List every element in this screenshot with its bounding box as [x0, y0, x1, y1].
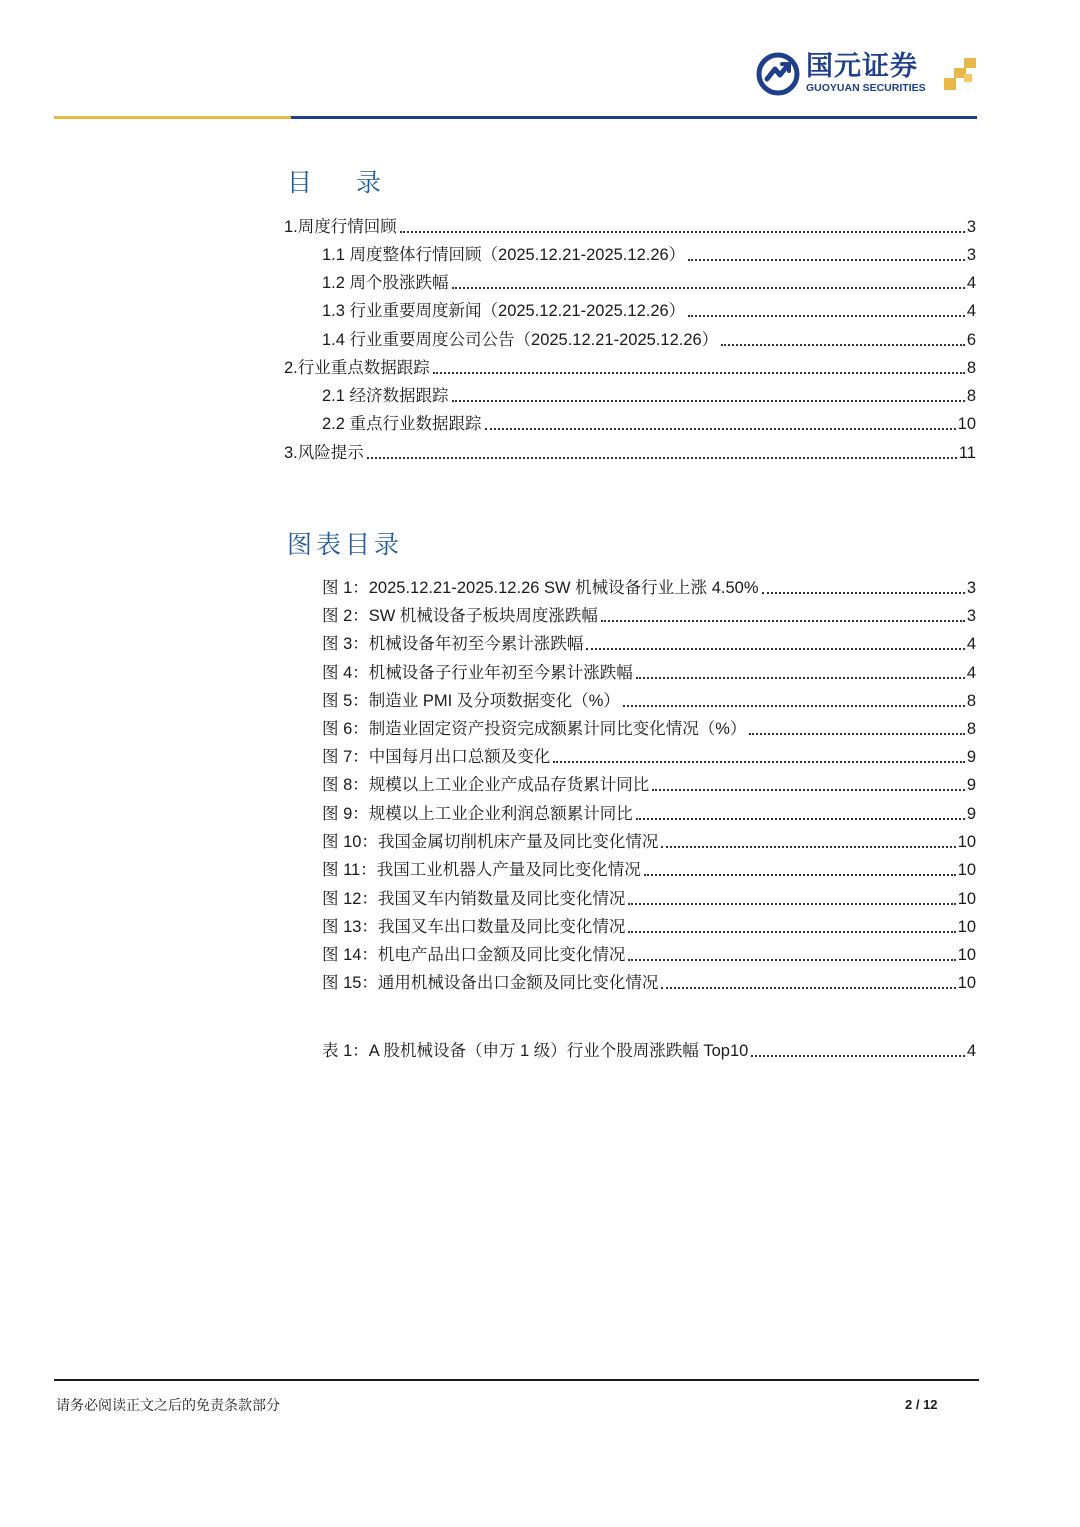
header-divider-gold: [54, 116, 291, 119]
figure-entry-label: 图 2：SW 机械设备子板块周度涨跌幅: [322, 607, 598, 625]
leader-dots: [433, 372, 965, 374]
leader-dots: [601, 620, 965, 622]
toc-entry[interactable]: [284, 352, 976, 380]
leader-dots: [636, 677, 965, 679]
figure-entry-page: 10: [957, 833, 976, 851]
leader-dots: [628, 903, 955, 905]
figure-entry-label: 图 4：机械设备子行业年初至今累计涨跌幅: [322, 664, 633, 682]
toc-entry[interactable]: [322, 267, 976, 295]
figure-entry[interactable]: [322, 854, 976, 882]
leader-dots: [652, 789, 965, 791]
figure-entry-page: 4: [966, 635, 976, 653]
toc-entry-page: 4: [966, 302, 976, 320]
toc-entry-label: 1.周度行情回顾: [284, 218, 397, 236]
figure-entry-page: 9: [966, 748, 976, 766]
toc-entry-label: 1.2 周个股涨跌幅: [322, 274, 449, 292]
table-entry-label: 表 1：A 股机械设备（申万 1 级）行业个股周涨跌幅 Top10: [322, 1042, 749, 1060]
figure-entry[interactable]: [322, 713, 976, 741]
figure-entry-label: 图 15：通用机械设备出口金额及同比变化情况: [322, 974, 659, 992]
leader-dots: [623, 705, 965, 707]
leader-dots: [688, 259, 965, 261]
guoyuan-logo: [756, 50, 980, 98]
toc-entry[interactable]: [284, 437, 976, 465]
figure-entry-label: 图 12：我国叉车内销数量及同比变化情况: [322, 890, 626, 908]
toc-entry-page: 10: [957, 415, 976, 433]
figure-entry-page: 9: [966, 776, 976, 794]
figures-title: 图表目录: [287, 530, 404, 559]
brand-name-en: GUOYUAN SECURITIES: [806, 82, 926, 94]
toc-entry[interactable]: [322, 324, 976, 352]
figure-entry-page: 10: [957, 918, 976, 936]
toc-entry-label: 3.风险提示: [284, 444, 364, 462]
header-divider-navy: [291, 116, 977, 119]
figure-entry-page: 8: [966, 720, 976, 738]
figure-entry[interactable]: [322, 939, 976, 967]
toc-entry-page: 11: [958, 444, 976, 462]
toc-entry-page: 3: [966, 218, 976, 236]
toc-entry-page: 8: [966, 387, 976, 405]
toc-entry-page: 8: [966, 359, 976, 377]
brand-name-cn: 国元证券: [806, 51, 918, 81]
figure-entry-page: 4: [966, 664, 976, 682]
figure-entry-label: 图 11：我国工业机器人产量及同比变化情况: [322, 861, 641, 879]
toc-entry[interactable]: [322, 408, 976, 436]
leader-dots: [661, 846, 955, 848]
leader-dots: [452, 287, 965, 289]
guoyuan-emblem-icon: [756, 52, 800, 96]
header-divider: [54, 116, 977, 119]
figure-entry[interactable]: [322, 657, 976, 685]
toc-title: 目 录: [287, 168, 399, 197]
toc-entry[interactable]: [284, 211, 976, 239]
leader-dots: [749, 733, 964, 735]
figure-entry[interactable]: [322, 741, 976, 769]
leader-dots: [553, 761, 965, 763]
page-indicator: 2 / 12: [905, 1397, 938, 1412]
leader-dots: [636, 818, 965, 820]
figure-entry-page: 10: [957, 974, 976, 992]
leader-dots: [661, 987, 955, 989]
figure-entry-label: 图 7：中国每月出口总额及变化: [322, 748, 551, 766]
figure-entry-label: 图 10：我国金属切削机床产量及同比变化情况: [322, 833, 659, 851]
footer-divider: [54, 1379, 979, 1381]
table-entry-page: 4: [966, 1042, 976, 1060]
figure-entry-page: 8: [966, 692, 976, 710]
toc-entry-page: 6: [966, 331, 976, 349]
figure-entry[interactable]: [322, 883, 976, 911]
leader-dots: [628, 931, 955, 933]
figure-entry-page: 3: [966, 579, 976, 597]
leader-dots: [452, 400, 965, 402]
toc-entry-label: 2.2 重点行业数据跟踪: [322, 415, 482, 433]
leader-dots: [688, 315, 965, 317]
gold-steps-icon: [942, 54, 980, 94]
figure-entry-label: 图 1：2025.12.21-2025.12.26 SW 机械设备行业上涨 4.50%: [322, 579, 759, 597]
toc-entry-label: 2.行业重点数据跟踪: [284, 359, 430, 377]
toc-entry-page: 3: [966, 246, 976, 264]
toc-entry-page: 4: [966, 274, 976, 292]
figure-entry-page: 9: [966, 805, 976, 823]
figure-entry[interactable]: [322, 600, 976, 628]
figure-entry[interactable]: [322, 685, 976, 713]
figure-entry[interactable]: [322, 911, 976, 939]
footer-disclaimer: 请务必阅读正文之后的免责条款部分: [56, 1397, 280, 1413]
figure-entry-label: 图 9：规模以上工业企业利润总额累计同比: [322, 805, 633, 823]
toc-entry[interactable]: [322, 295, 976, 323]
figure-entry[interactable]: [322, 826, 976, 854]
toc-entry-label: 1.3 行业重要周度新闻（2025.12.21-2025.12.26）: [322, 302, 686, 320]
figure-entry-label: 图 13：我国叉车出口数量及同比变化情况: [322, 918, 626, 936]
leader-dots: [721, 344, 965, 346]
figure-entry-page: 3: [966, 607, 976, 625]
figure-entry-label: 图 8：规模以上工业企业产成品存货累计同比: [322, 776, 650, 794]
leader-dots: [762, 592, 965, 594]
leader-dots: [586, 648, 965, 650]
figure-entry-label: 图 3：机械设备年初至今累计涨跌幅: [322, 635, 584, 653]
leader-dots: [644, 874, 956, 876]
leader-dots: [628, 959, 955, 961]
toc-entry-label: 1.1 周度整体行情回顾（2025.12.21-2025.12.26）: [322, 246, 686, 264]
figure-entry-page: 10: [957, 861, 976, 879]
leader-dots: [751, 1055, 964, 1057]
figure-entry[interactable]: [322, 967, 976, 995]
figure-entry-label: 图 6：制造业固定资产投资完成额累计同比变化情况（%）: [322, 720, 747, 738]
leader-dots: [400, 231, 965, 233]
leader-dots: [367, 457, 957, 459]
figure-entry[interactable]: [322, 769, 976, 797]
figure-entry[interactable]: [322, 798, 976, 826]
table-entry[interactable]: [322, 1035, 976, 1063]
figure-entry-page: 10: [957, 946, 976, 964]
figure-entry-label: 图 5：制造业 PMI 及分项数据变化（%）: [322, 692, 620, 710]
toc-entry-label: 1.4 行业重要周度公司公告（2025.12.21-2025.12.26）: [322, 331, 719, 349]
toc-entry[interactable]: [322, 380, 976, 408]
leader-dots: [485, 428, 956, 430]
figure-entry[interactable]: [322, 572, 976, 600]
figure-entry[interactable]: [322, 628, 976, 656]
figure-entry-page: 10: [957, 890, 976, 908]
figure-entry-label: 图 14：机电产品出口金额及同比变化情况: [322, 946, 626, 964]
toc-entry[interactable]: [322, 239, 976, 267]
toc-entry-label: 2.1 经济数据跟踪: [322, 387, 449, 405]
